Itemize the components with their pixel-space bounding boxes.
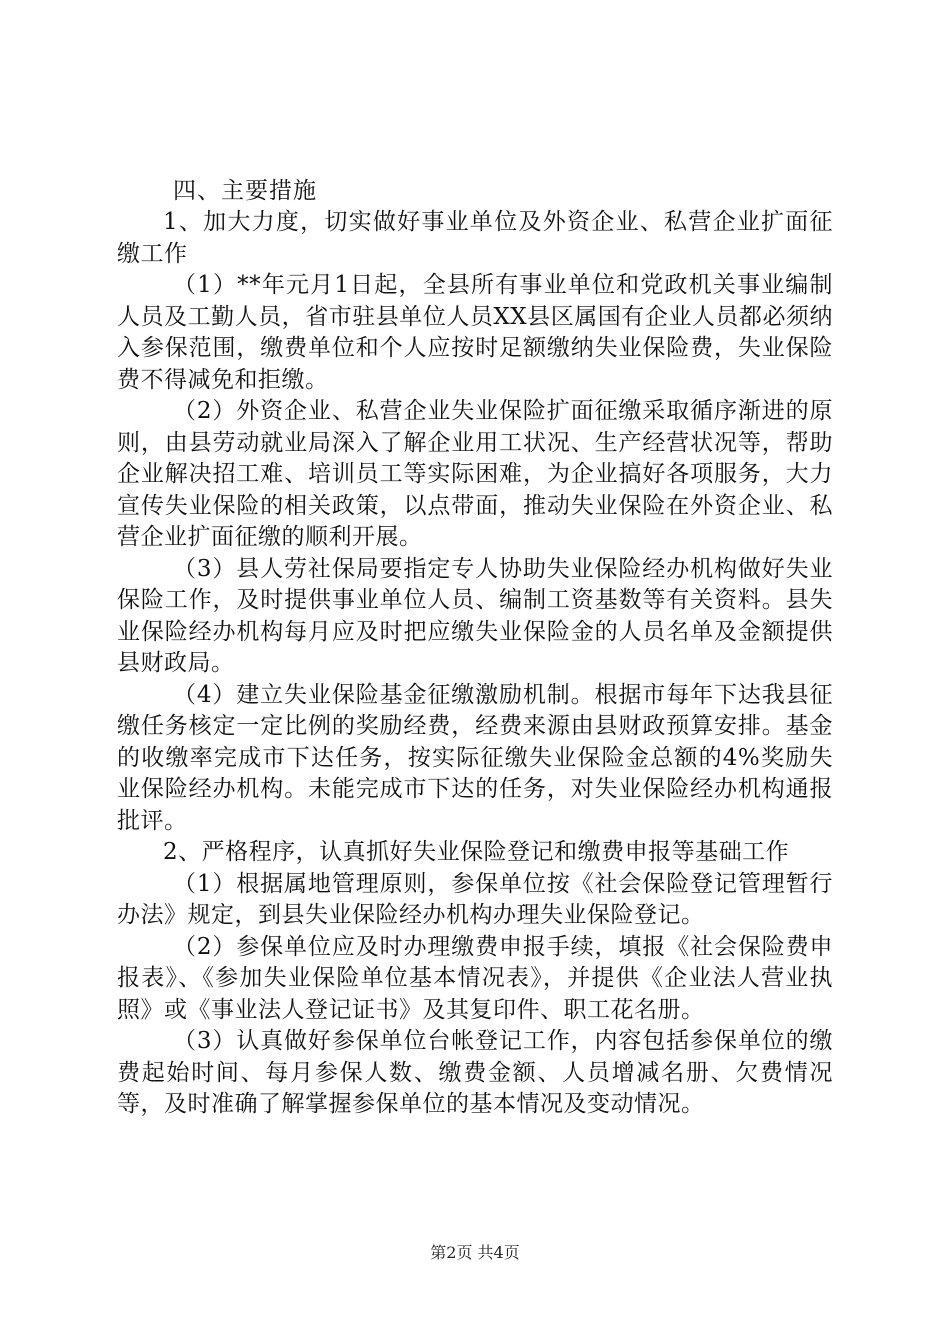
paragraph-1-4: （4）建立失业保险基金征缴激励机制。根据市每年下达我县征缴任务核定一定比例的奖励经费，经费来源由县财政预算安排。基金的收缴率完成市下达任务，按实际征缴失业保险金总额的4%奖励失业保险经办机构。未能完成市下达的任务，对失业保险经办机构通报批评。 <box>117 681 833 834</box>
page-footer: 第2页 共4页 <box>430 1243 520 1262</box>
subsection-title-1: 1、加大力度，切实做好事业单位及外资企业、私营企业扩面征缴工作 <box>117 209 833 267</box>
paragraph-1-1: （1）**年元月1日起，全县所有事业单位和党政机关事业编制人员及工勤人员，省市驻县单位人员XX县区属国有企业人员都必须纳入参保范围，缴费单位和个人应按时足额缴纳失业保险费，失业保险费不得减免和拒缴。 <box>117 272 833 393</box>
subsection-title-2: 2、严格程序，认真抓好失业保险登记和缴费申报等基础工作 <box>163 839 790 865</box>
paragraph-1-3: （3）县人劳社保局要指定专人协助失业保险经办机构做好失业保险工作，及时提供事业单位人员、编制工资基数等有关资料。县失业保险经办机构每月应及时把应缴失业保险金的人员名单及金额提供县财政局。 <box>117 555 833 676</box>
paragraph-2-2: （2）参保单位应及时办理缴费申报手续，填报《社会保险费申报表》、《参加失业保险单位基本情况表》，并提供《企业法人营业执照》或《事业法人登记证书》及其复印件、职工花名册。 <box>117 933 833 1023</box>
paragraph-1-2: （2）外资企业、私营企业失业保险扩面征缴采取循序渐进的原则，由县劳动就业局深入了解企业用工状况、生产经营状况等，帮助企业解决招工难、培训员工等实际困难，为企业搞好各项服务，大力宣传失业保险的相关政策，以点带面，推动失业保险在外资企业、私营企业扩面征缴的顺利开展。 <box>117 398 833 550</box>
paragraph-2-1: （1）根据属地管理原则，参保单位按《社会保险登记管理暂行办法》规定，到县失业保险经办机构办理失业保险登记。 <box>117 870 833 928</box>
document-body <box>117 176 833 1121</box>
paragraph-2-3: （3）认真做好参保单位台帐登记工作，内容包括参保单位的缴费起始时间、每月参保人数、缴费金额、人员增减名册、欠费情况等，及时准确了解掌握参保单位的基本情况及变动情况。 <box>117 1028 833 1117</box>
section-heading: 四、主要措施 <box>173 178 317 204</box>
